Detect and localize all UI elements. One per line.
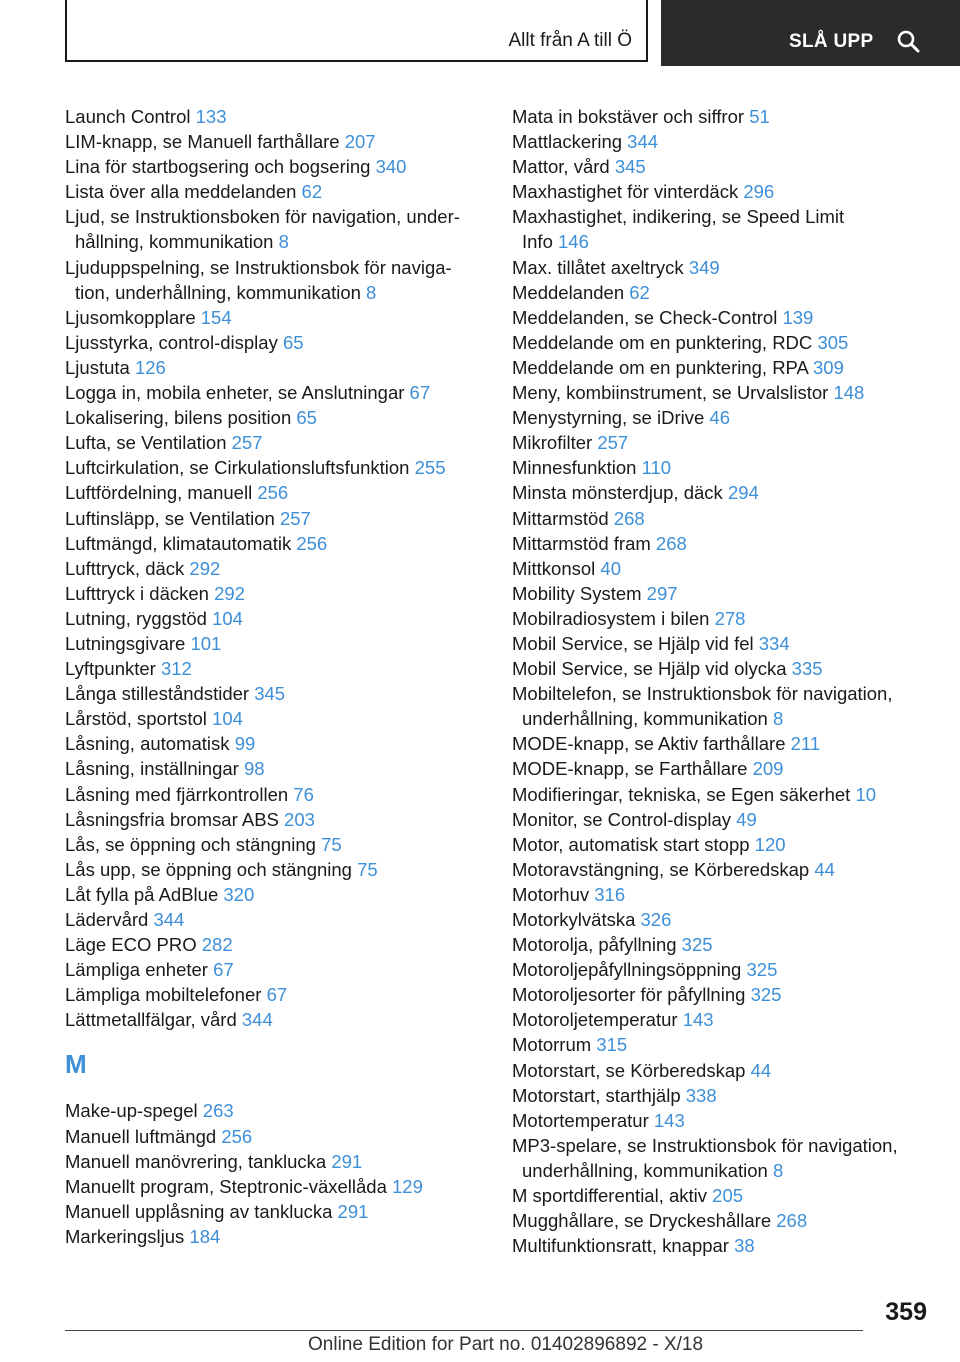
index-entry <box>512 480 932 505</box>
index-entry <box>65 957 485 982</box>
index-entry <box>512 531 932 556</box>
index-entry <box>512 405 932 430</box>
entry-text: Läge ECO PRO <box>65 934 197 956</box>
entry-text: Manuell uppl​åsning av tanklucka <box>65 1200 333 1222</box>
entry-text: Låsning med fjärrkontrollen <box>65 783 289 805</box>
page-link[interactable]: 268 <box>613 507 645 529</box>
index-entry <box>512 807 932 832</box>
entry-text: Låsning, inställningar <box>65 758 239 780</box>
page-link[interactable]: 349 <box>688 256 720 278</box>
entry-text: Mobil Service, se Hjälp vid fel <box>512 632 754 654</box>
entry-text: Motorkylvätska <box>512 909 636 930</box>
entry-text: Meny, kombiinstrument, se Urvalslistor <box>512 382 829 404</box>
search-icon <box>896 29 920 53</box>
index-entry <box>65 731 485 756</box>
page-link[interactable]: 309 <box>813 356 844 378</box>
entry-text: Mattlackering <box>512 131 623 153</box>
entry-text: Lås upp, se öppning och stängning <box>65 858 352 880</box>
entry-text: LIM-knapp, se Manuell farthållare <box>65 131 340 153</box>
index-entry <box>512 581 932 606</box>
entry-text: Ljusomkopplare <box>65 306 196 328</box>
index-entry <box>65 104 485 129</box>
entry-text: Multifunktionsratt, knappar <box>512 1235 729 1257</box>
page-link[interactable]: 203 <box>284 808 315 830</box>
page-link[interactable]: 292 <box>214 582 245 604</box>
page-link[interactable]: 325 <box>746 959 778 981</box>
page-link[interactable]: 305 <box>817 331 849 353</box>
page-link[interactable]: 40 <box>600 557 621 579</box>
entry-text: Mobil Service, se Hjälp vid olycka <box>512 658 787 680</box>
index-entry <box>65 355 485 380</box>
entry-text: Monitor, se Control-display <box>512 808 732 830</box>
entry-text: Motortemperatur <box>512 1109 649 1131</box>
entry-text: Låsningsfria bromsar ABS <box>65 808 279 830</box>
page-link[interactable]: 65 <box>296 407 317 429</box>
page-link[interactable]: 104 <box>212 607 243 629</box>
entry-text: Låsning, automatisk <box>65 733 230 755</box>
index-entry <box>65 706 485 731</box>
entry-text: Motorstart, se Körberedskap <box>512 1059 746 1081</box>
page-link[interactable]: 338 <box>685 1084 717 1106</box>
index-entry <box>65 882 485 907</box>
index-column-left <box>65 104 485 1249</box>
page-link[interactable]: 282 <box>201 934 233 956</box>
index-entry <box>512 380 932 405</box>
page-link[interactable]: 129 <box>392 1175 423 1197</box>
entry-text: Lokalisering, bilens position <box>65 407 292 429</box>
entry-text: Motoravstängning, se Körberedskap <box>512 858 810 880</box>
page-link[interactable]: 148 <box>833 382 865 404</box>
entry-text: Motoroljetemperatur <box>512 1009 678 1031</box>
entry-text: Mata in bokstäver och siffror <box>512 106 745 127</box>
entry-text: Mugghållare, se Dryckeshållare <box>512 1210 772 1232</box>
page-link[interactable]: 143 <box>653 1109 685 1131</box>
entry-text: MODE-knapp, se Farthållare <box>512 758 748 780</box>
index-entry <box>65 556 485 581</box>
index-entry <box>65 330 485 355</box>
index-entry <box>512 1233 932 1258</box>
search-tab[interactable] <box>661 0 960 66</box>
page-link[interactable]: 256 <box>221 1125 253 1147</box>
page-link[interactable]: 139 <box>782 306 814 328</box>
entry-text: Maxhastighet, indikering, se Speed Limit <box>512 206 845 228</box>
index-entry <box>65 656 485 681</box>
page-link[interactable]: 291 <box>337 1200 369 1222</box>
entry-text-continued: Info <box>522 231 553 253</box>
entry-text: Motoroljepåfyllningsöppning <box>512 959 742 981</box>
index-entry <box>65 455 485 480</box>
page-link[interactable]: 207 <box>344 131 376 153</box>
entry-text: MODE-knapp, se Aktiv farthållare <box>512 733 786 755</box>
index-entry <box>512 832 932 857</box>
entry-text: Motorolja, påfyllning <box>512 934 677 956</box>
index-entry <box>512 982 932 1007</box>
entry-text: Luftmängd, klimatautomatik <box>65 532 292 554</box>
entry-text: Max. tillåtet axeltryck <box>512 256 684 278</box>
index-entry <box>65 857 485 882</box>
page-link[interactable]: 65 <box>282 331 304 353</box>
page-link[interactable]: 62 <box>629 281 650 303</box>
page-link[interactable]: 10 <box>855 783 877 805</box>
page-link[interactable]: 340 <box>375 156 407 178</box>
index-entry <box>65 129 485 154</box>
entry-text: Lista över alla meddelanden <box>65 181 297 203</box>
index-entry <box>512 1133 932 1183</box>
entry-text: Lädervård <box>65 909 149 930</box>
index-entry <box>512 1208 932 1233</box>
index-entry <box>65 405 485 430</box>
index-entry <box>512 255 932 280</box>
entry-text-continued: underhållning, kommunikation <box>522 708 768 730</box>
index-entry <box>65 756 485 781</box>
top-navigation <box>0 0 960 66</box>
entry-text: Logga in, mobila enheter, se Anslutningar <box>65 382 405 404</box>
page-link[interactable]: 320 <box>223 883 255 905</box>
page-link[interactable]: 184 <box>189 1225 221 1247</box>
page-link[interactable]: 75 <box>357 858 378 880</box>
index-entry <box>65 380 485 405</box>
index-entry <box>65 531 485 556</box>
index-entry <box>512 280 932 305</box>
index-entry <box>65 606 485 631</box>
index-entry <box>512 355 932 380</box>
page-link[interactable]: 315 <box>596 1034 628 1056</box>
entry-text: Lufta, se Ventilation <box>65 432 227 454</box>
entry-text: Motoroljesorter för påfyllning <box>512 984 746 1006</box>
page-link[interactable]: 67 <box>266 984 288 1006</box>
entry-text: Meddelanden, se Check-Control <box>512 306 778 328</box>
index-entry <box>65 681 485 706</box>
page-link[interactable]: 67 <box>409 382 431 404</box>
entry-text: Launch Control <box>65 106 191 127</box>
page-link[interactable]: 126 <box>134 356 166 378</box>
entry-text: Lyftpunkter <box>65 658 156 680</box>
page-link[interactable]: 44 <box>814 858 835 880</box>
footer-divider <box>65 1330 863 1331</box>
index-entry <box>512 204 932 254</box>
entry-text-continued: hållning, kommunikation <box>75 231 274 253</box>
index-entry <box>65 430 485 455</box>
index-entry <box>65 1174 485 1199</box>
entry-text: Lämpliga mobiltelefoner <box>65 984 262 1006</box>
page-link[interactable]: 205 <box>712 1185 744 1207</box>
page-link[interactable]: 257 <box>279 507 311 529</box>
entry-text: Mobiltelefon, se Instruktionsbok för navigation, <box>512 683 893 705</box>
page-link[interactable]: 297 <box>646 582 678 604</box>
index-entry <box>512 957 932 982</box>
entry-text: Långa stilleståndstider <box>65 683 250 705</box>
index-entry <box>65 255 485 305</box>
page-link[interactable]: 154 <box>200 306 232 328</box>
entry-text: Motorstart, starthjälp <box>512 1084 681 1106</box>
index-entry <box>512 1007 932 1032</box>
entry-text: Lås, se öppning och stängning <box>65 833 316 855</box>
entry-text: Mittkonsol <box>512 557 596 579</box>
page-number: 359 <box>885 1298 927 1326</box>
page-link[interactable]: 268 <box>776 1210 808 1232</box>
index-entry <box>512 305 932 330</box>
index-entry <box>65 1149 485 1174</box>
page-link[interactable]: 143 <box>682 1009 714 1031</box>
index-entry <box>65 807 485 832</box>
entry-text: Manuell luftmängd <box>65 1125 217 1147</box>
index-column-right <box>512 104 932 1258</box>
index-entry <box>65 1007 485 1032</box>
entry-text: Manuellt program, Steptronic-växellåda <box>65 1175 387 1197</box>
index-entry <box>512 782 932 807</box>
index-entry <box>65 204 485 254</box>
index-entry <box>512 104 932 129</box>
entry-text: Meddelande om en punktering, RDC <box>512 331 813 353</box>
index-entry <box>65 305 485 330</box>
page-link[interactable]: 345 <box>614 156 646 178</box>
entry-text: Mattor, vård <box>512 156 610 178</box>
entry-text: Meddelande om en punktering, RPA <box>512 356 808 378</box>
page-link[interactable]: 316 <box>594 883 626 905</box>
entry-text: Make-up-spegel <box>65 1100 198 1122</box>
index-entry <box>512 330 932 355</box>
entry-text: Låt fylla på AdBlue <box>65 883 219 905</box>
index-entry <box>512 1183 932 1208</box>
index-entry <box>512 1058 932 1083</box>
entry-text: Markeringsljus <box>65 1225 185 1247</box>
search-tab-label: SLÅ UPP <box>789 31 874 52</box>
entry-text: Mittarmstöd fram <box>512 532 651 554</box>
page-link[interactable]: 294 <box>727 482 759 504</box>
entry-text: Motorhuv <box>512 883 590 905</box>
entry-text: Motorrum <box>512 1034 592 1056</box>
page-link[interactable]: 75 <box>321 833 342 855</box>
page-link[interactable]: 344 <box>627 131 659 153</box>
page-link[interactable]: 345 <box>254 683 286 705</box>
page-link[interactable]: 133 <box>195 106 227 127</box>
entry-text: Lutningsgivare <box>65 632 186 654</box>
index-entry <box>65 154 485 179</box>
index-entry <box>512 932 932 957</box>
index-entry <box>65 179 485 204</box>
page-link[interactable]: 76 <box>293 783 314 805</box>
page-link[interactable]: 334 <box>758 632 790 654</box>
page-link[interactable]: 256 <box>296 532 328 554</box>
index-entry <box>65 480 485 505</box>
index-entry <box>512 681 932 731</box>
entry-text: Manuell manövrering, tanklucka <box>65 1150 327 1172</box>
entry-text: MP3-spelare, se Instruktionsbok för navigation, <box>512 1134 898 1156</box>
entry-text-continued: tion, underhållning, kommunikation <box>75 281 361 303</box>
page-link[interactable]: 98 <box>243 758 265 780</box>
page-link[interactable]: 278 <box>714 607 746 629</box>
index-entry <box>65 782 485 807</box>
entry-text: Lårstöd, sportstol <box>65 708 207 730</box>
page-link[interactable]: 326 <box>640 909 672 930</box>
entry-text: Lättmetallfälgar, vård <box>65 1009 237 1031</box>
index-entry <box>65 581 485 606</box>
page-link[interactable]: 8 <box>366 281 377 303</box>
page-link[interactable]: 325 <box>681 934 713 956</box>
index-entry <box>512 556 932 581</box>
page-link[interactable]: 292 <box>189 557 221 579</box>
page-link[interactable]: 49 <box>736 808 757 830</box>
page-link[interactable]: 257 <box>231 432 263 454</box>
page-link[interactable]: 120 <box>754 833 786 855</box>
page-link[interactable]: 67 <box>213 959 234 981</box>
page-link[interactable]: 146 <box>558 231 589 253</box>
entry-text: Ljuduppspelning, se Instruktionsbok för naviga- <box>65 256 452 278</box>
left-entry-list <box>65 104 485 1032</box>
index-entry <box>65 631 485 656</box>
index-entry <box>512 731 932 756</box>
page-link[interactable]: 209 <box>752 758 784 780</box>
page-link[interactable]: 257 <box>597 432 629 454</box>
entry-text: Meddelanden <box>512 281 625 303</box>
page-link[interactable]: 101 <box>190 632 222 654</box>
right-entry-list <box>512 104 932 1258</box>
page-link[interactable]: 268 <box>655 532 687 554</box>
index-entry <box>512 179 932 204</box>
page-link[interactable]: 344 <box>241 1009 273 1031</box>
page-link[interactable]: 51 <box>749 106 770 127</box>
page-link[interactable]: 296 <box>743 181 775 203</box>
index-entry <box>512 857 932 882</box>
index-entry <box>65 1199 485 1224</box>
entry-text: Minnesfunktion <box>512 457 637 479</box>
index-entry <box>65 506 485 531</box>
entry-text: Luftfördelning, manuell <box>65 482 253 504</box>
index-entry <box>65 832 485 857</box>
entry-text: Lina för startbogsering och bogsering <box>65 156 371 178</box>
edition-text: Online Edition for Part no. 01402896892 - X/18 <box>308 1334 704 1355</box>
index-entry <box>512 1032 932 1057</box>
index-entry <box>512 506 932 531</box>
index-entry <box>65 982 485 1007</box>
page-link[interactable]: 255 <box>414 457 446 479</box>
index-entry <box>512 756 932 781</box>
index-entry <box>512 907 932 932</box>
entry-text: Lufttryck i däcken <box>65 582 209 604</box>
entry-text: Mikrofilter <box>512 432 593 454</box>
page-link[interactable]: 291 <box>331 1150 363 1172</box>
index-entry <box>512 1083 932 1108</box>
entry-text-continued: underhållning, kommunikation <box>522 1159 768 1181</box>
index-entry <box>512 656 932 681</box>
index-entry <box>512 882 932 907</box>
page-link[interactable]: 62 <box>301 181 323 203</box>
entry-text: Luftinsläpp, se Ventilation <box>65 507 275 529</box>
entry-text: Minsta mönsterdjup, däck <box>512 482 723 504</box>
entry-text: Maxhastighet för vinterdäck <box>512 181 739 203</box>
entry-text: Menystyrning, se iDrive <box>512 407 705 429</box>
section-letter-m: M <box>65 1049 87 1080</box>
index-entry <box>65 907 485 932</box>
entry-text: Modifieringar, tekniska, se Egen säkerhet <box>512 783 851 805</box>
index-entry <box>512 631 932 656</box>
entry-text: Motor, automatisk start stopp <box>512 833 750 855</box>
page-link[interactable]: 46 <box>709 407 730 429</box>
page-link[interactable]: 38 <box>734 1235 755 1257</box>
az-index-tab[interactable] <box>65 0 648 62</box>
entry-text: Ljusstyrka, control-display <box>65 331 278 353</box>
index-entry <box>512 455 932 480</box>
m-entry-list <box>65 1098 485 1249</box>
az-index-tab-label: Allt från A till Ö <box>508 30 632 51</box>
index-entry <box>512 154 932 179</box>
page-link[interactable]: 8 <box>278 231 289 253</box>
page-link[interactable]: 325 <box>750 984 782 1006</box>
page-link[interactable]: 44 <box>750 1059 772 1081</box>
entry-text: Mobility System <box>512 582 642 604</box>
page-link[interactable]: 312 <box>160 658 192 680</box>
index-entry <box>512 1108 932 1133</box>
page-link[interactable]: 8 <box>772 708 784 730</box>
index-entry <box>512 430 932 455</box>
entry-text: Ljustuta <box>65 356 130 378</box>
page-link[interactable]: 104 <box>212 708 243 730</box>
index-entry <box>65 1098 485 1123</box>
page-link[interactable]: 263 <box>202 1100 234 1122</box>
page-link[interactable]: 256 <box>257 482 289 504</box>
index-entry <box>65 932 485 957</box>
page-link[interactable]: 344 <box>153 909 185 930</box>
index-entry <box>512 129 932 154</box>
entry-text: Lämpliga enheter <box>65 959 208 981</box>
page-link[interactable]: 335 <box>791 658 823 680</box>
page-link[interactable]: 8 <box>772 1159 784 1181</box>
index-entry <box>65 1224 485 1249</box>
entry-text: Mobilradiosystem i bilen <box>512 607 710 629</box>
entry-text: Lufttryck, däck <box>65 557 185 579</box>
entry-text: M sportdifferential, aktiv <box>512 1185 708 1207</box>
page-link[interactable]: 99 <box>234 733 256 755</box>
entry-text: Ljud, se Instruktionsboken för navigation, under- <box>65 206 460 228</box>
entry-text: Mittarmstöd <box>512 507 609 529</box>
entry-text: Lutning, ryggstöd <box>65 607 207 629</box>
page-link[interactable]: 110 <box>641 457 672 479</box>
index-entry <box>65 1124 485 1149</box>
page-link[interactable]: 211 <box>790 733 821 755</box>
index-entry <box>512 606 932 631</box>
entry-text: Luftcirkulation, se Cirkulationsluftsfunktion <box>65 457 410 479</box>
